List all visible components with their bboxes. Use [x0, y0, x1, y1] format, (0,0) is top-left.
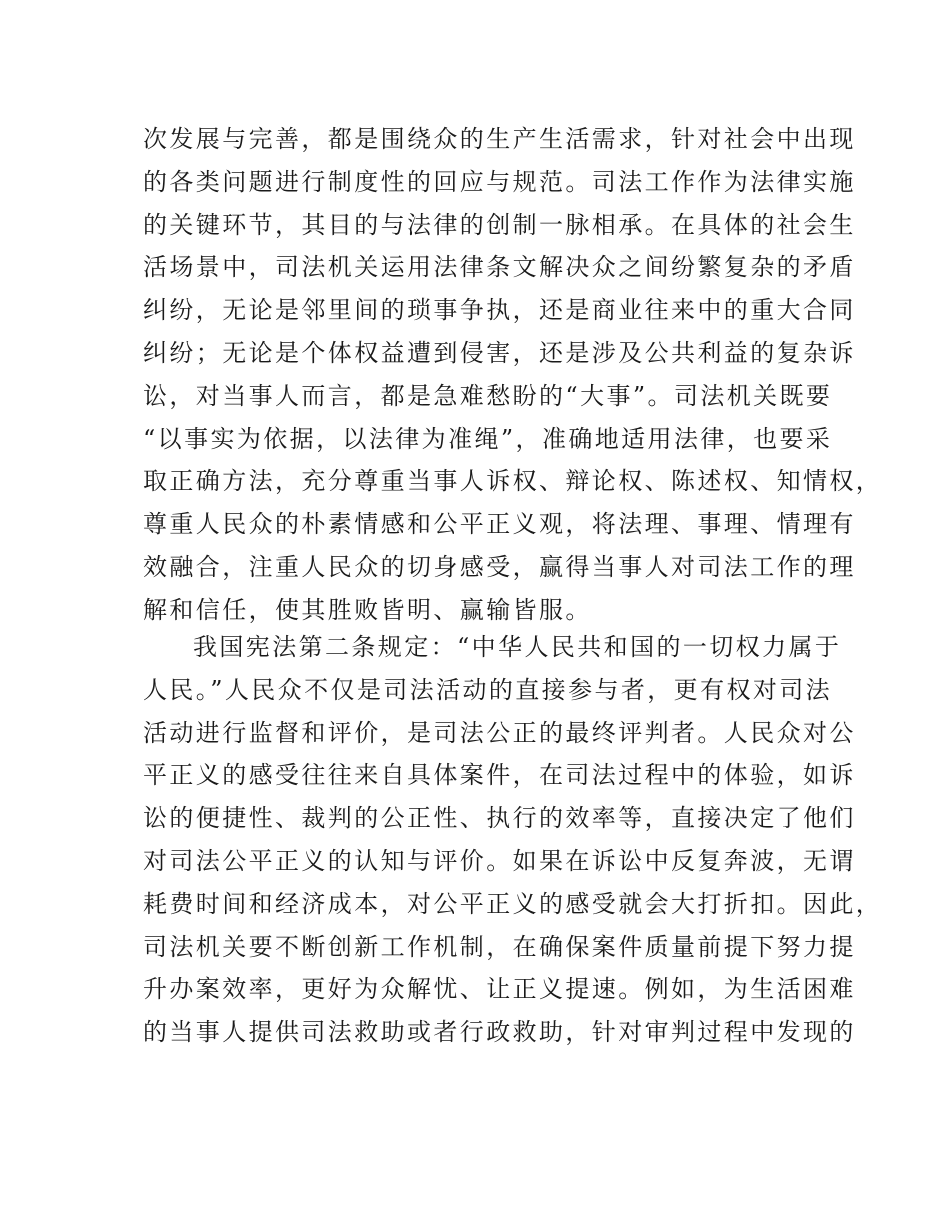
paragraph-line: 人民。”人民众不仅是司法活动的直接参与者，更有权对司法: [143, 675, 833, 704]
paragraph-line: 我国宪法第二条规定：“中华人民共和国的一切权力属于: [193, 633, 842, 661]
paragraph-line: 耗费时间和经济成本，对公平正义的感受就会大打折扣。因此，: [143, 889, 883, 918]
paragraph-line: 尊重人民众的朴素情感和公平正义观，将法理、事理、情理有: [143, 510, 856, 539]
paragraph-2: [143, 626, 883, 1054]
paragraph-line: 纠纷，无论是邻里间的琐事争执，还是商业往来中的重大合同: [143, 296, 856, 325]
paragraph-1: [143, 118, 883, 632]
paragraph-line: 升办案效率，更好为众解忧、让正义提速。例如，为生活困难: [143, 975, 856, 1004]
paragraph-line: 次发展与完善，都是围绕众的生产生活需求，针对社会中出现: [143, 125, 856, 153]
paragraph-line: 效融合，注重人民众的切身感受，赢得当事人对司法工作的理: [143, 552, 856, 581]
paragraph-line: 司法机关要不断创新工作机制，在确保案件质量前提下努力提: [143, 932, 856, 961]
paragraph-line: 的关键环节，其目的与法律的创制一脉相承。在具体的社会生: [143, 210, 856, 239]
paragraph-line: 对司法公平正义的认知与评价。如果在诉讼中反复奔波，无谓: [143, 846, 856, 875]
paragraph-line: 平正义的感受往往来自具体案件，在司法过程中的体验，如诉: [143, 761, 856, 790]
paragraph-line: 纠纷；无论是个体权益遭到侵害，还是涉及公共利益的复杂诉: [143, 338, 856, 367]
paragraph-line: 的各类问题进行制度性的回应与规范。司法工作作为法律实施: [143, 167, 856, 196]
paragraph-line: 活场景中，司法机关运用法律条文解决众之间纷繁复杂的矛盾: [143, 253, 856, 282]
paragraph-line: 的当事人提供司法救助或者行政救助，针对审判过程中发现的: [143, 1018, 856, 1047]
paragraph-line: 讼，对当事人而言，都是急难愁盼的“大事”。司法机关既要: [143, 381, 833, 410]
paragraph-line: 取正确方法，充分尊重当事人诉权、辩论权、陈述权、知情权，: [143, 467, 883, 496]
paragraph-line: “以事实为依据，以法律为准绳”，准确地适用法律，也要采: [143, 424, 833, 453]
paragraph-line: 解和信任，使其胜败皆明、赢输皆服。: [143, 595, 592, 624]
paragraph-line: 活动进行监督和评价，是司法公正的最终评判者。人民众对公: [143, 718, 856, 747]
paragraph-line: 讼的便捷性、裁判的公正性、执行的效率等，直接决定了他们: [143, 804, 856, 833]
